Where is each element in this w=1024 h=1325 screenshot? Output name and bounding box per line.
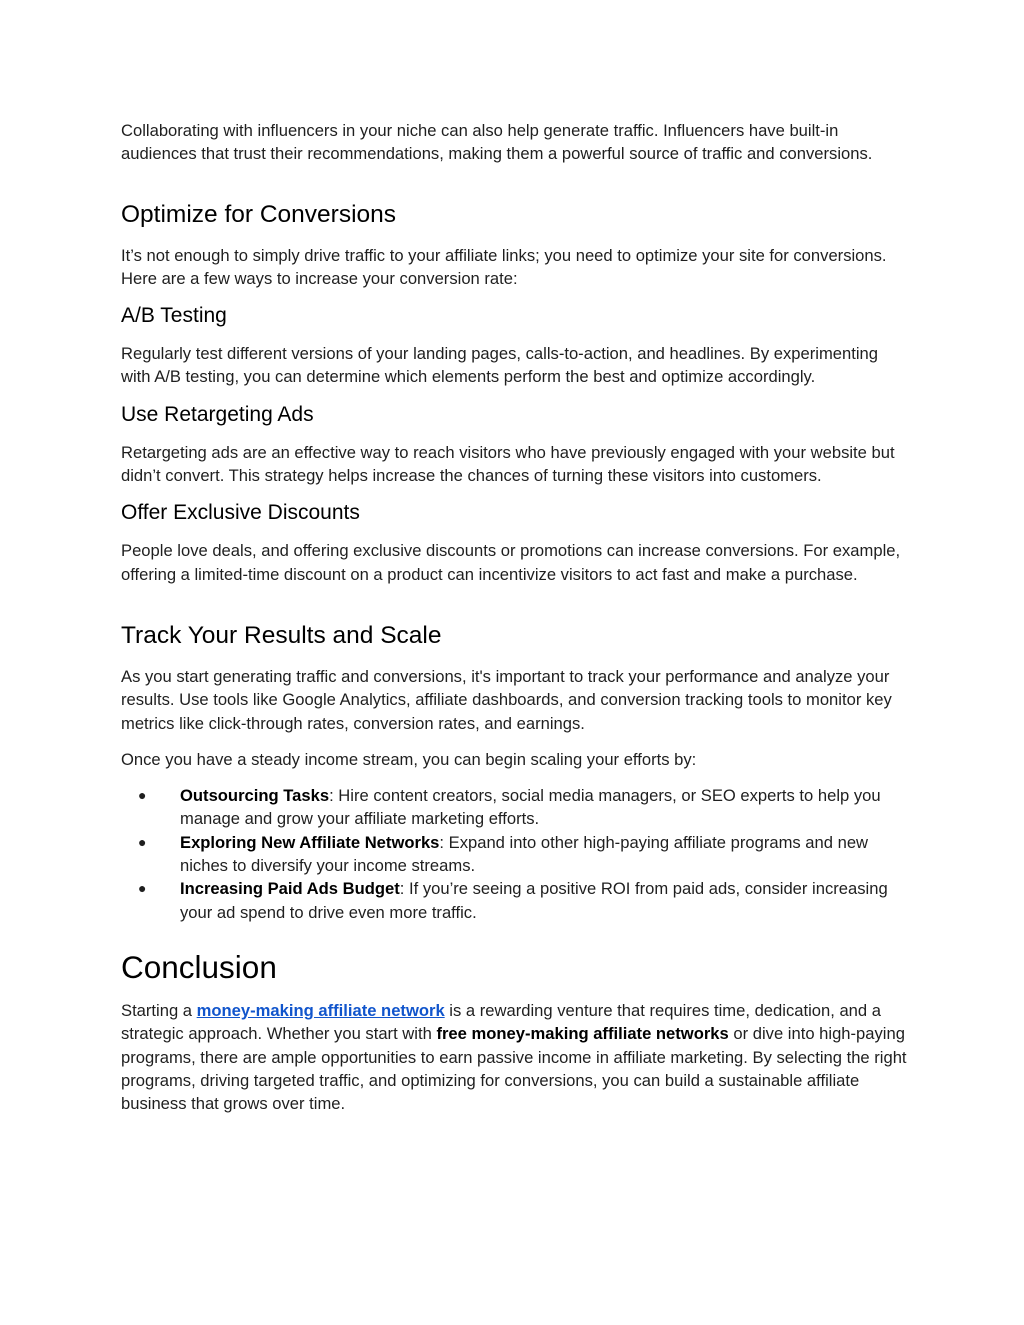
section-heading-conclusion: Conclusion [121, 948, 277, 985]
list-item [121, 877, 911, 924]
bullet-title: Increasing Paid Ads Budget [180, 879, 400, 899]
retargeting-paragraph: Retargeting ads are an effective way to reach visitors who have previously engaged with your website but didn’t convert. This strategy helps increase the chances of turning these visitors into customers. [121, 442, 895, 486]
subheading-ab-testing: A/B Testing [121, 304, 227, 328]
scale-intro-paragraph: Once you have a steady income stream, you can begin scaling your efforts by: [121, 749, 697, 769]
section-heading-optimize: Optimize for Conversions [121, 200, 397, 228]
intro-paragraph: Collaborating with influencers in your niche can also help generate traffic. Influencers have built-in audiences that trust their recommendations, making them a powerful source of traffic and conversions. [121, 121, 873, 164]
conclusion-text-start: Starting a [121, 1000, 197, 1020]
conclusion-text-middle: is a rewarding venture that requires time, dedication, and a strategic approach. Whether you start with [121, 1000, 881, 1044]
document-page [121, 119, 911, 1115]
bullet-title: Outsourcing Tasks [180, 786, 330, 806]
subheading-exclusive-discounts: Offer Exclusive Discounts [121, 501, 360, 525]
bullet-icon: ● [138, 833, 147, 850]
list-item [121, 831, 911, 878]
bullet-icon: ● [138, 787, 147, 804]
optimize-paragraph: It’s not enough to simply drive traffic to your affiliate links; you need to optimize your site for conversions. Here are a few ways to increase your conversion rate: [121, 245, 887, 288]
section-heading-track: Track Your Results and Scale [121, 621, 442, 649]
conclusion-paragraph [121, 999, 911, 1115]
scaling-bullet-list [121, 784, 911, 924]
conclusion-bold-text: free money-making affiliate networks [436, 1024, 729, 1044]
subheading-retargeting-ads: Use Retargeting Ads [121, 402, 314, 426]
affiliate-network-link[interactable]: money-making affiliate network [196, 1000, 445, 1020]
track-paragraph: As you start generating traffic and conversions, it's important to track your performance and analyze your results. Use tools like Google Analytics, affiliate dashboards, and conversion tracking tools to monitor key metrics like click-through rates, conversion rates, and earnings. [121, 666, 892, 733]
list-item [121, 784, 911, 831]
conclusion-text-end: or dive into high-paying programs, there are ample opportunities to earn passive income in affiliate marketing. By selecting the right programs, driving targeted traffic, and optimizing for conversions, you can build a sustainable affiliate business that grows over time. [121, 1024, 907, 1114]
bullet-title: Exploring New Affiliate Networks [180, 832, 440, 852]
discounts-paragraph: People love deals, and offering exclusive discounts or promotions can increase conversions. For example, offering a limited-time discount on a product can incentivize visitors to act fast and make a purchase. [121, 541, 901, 584]
bullet-text: : If you’re seeing a positive ROI from paid ads, consider increasing your ad spend to drive even more traffic. [180, 879, 888, 922]
bullet-text: : Expand into other high-paying affiliate programs and new niches to diversify your income streams. [180, 832, 869, 876]
bullet-text: : Hire content creators, social media managers, or SEO experts to help you manage and grow your affiliate marketing efforts. [180, 786, 881, 829]
bullet-icon: ● [138, 880, 147, 897]
ab-testing-paragraph: Regularly test different versions of your landing pages, calls-to-action, and headlines. By experimenting with A/B testing, you can determine which elements perform the best and optimize accordingly. [121, 344, 878, 387]
